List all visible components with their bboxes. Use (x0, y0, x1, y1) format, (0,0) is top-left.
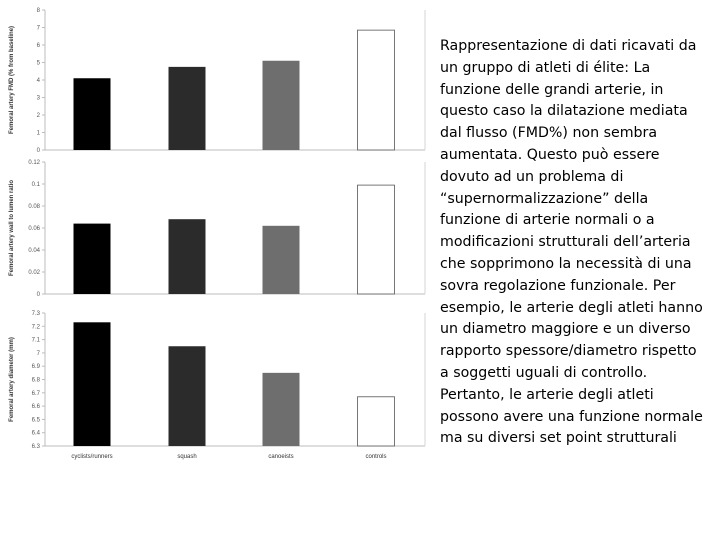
caption-line: possono avere una funzione normale (440, 408, 703, 425)
x-category-label: controls (365, 454, 387, 460)
caption-line: “supernormalizzazione” della (440, 190, 649, 207)
bar-squash (169, 67, 206, 150)
bar-cyclists-runners (74, 78, 111, 150)
caption-line: rapporto spessore/diametro rispetto (440, 343, 697, 360)
bar-cyclists-runners (74, 224, 111, 294)
y-tick-label: 7 (36, 350, 40, 357)
caption-text (440, 36, 715, 450)
y-tick-label: 7.3 (31, 311, 40, 317)
bar-controls (358, 30, 395, 150)
caption-line: esempio, le arterie degli atleti hanno (440, 299, 703, 316)
caption-line: che sopprimono la necessità di una (440, 255, 692, 272)
y-tick-label: 7 (36, 25, 40, 32)
y-tick-label: 0.08 (28, 204, 40, 210)
y-tick-label: 8 (36, 8, 40, 14)
y-axis-label: Femoral artery wall to lumen ratio (9, 179, 15, 277)
caption-line: un diametro maggiore e un diverso (440, 321, 691, 338)
y-tick-label: 2 (36, 113, 40, 119)
y-tick-label: 0.1 (31, 182, 40, 188)
caption-line: un gruppo di atleti di élite: La (440, 59, 651, 76)
caption-line: sovra regolazione funzionale. Per (440, 277, 676, 294)
caption-line: a soggetti uguali di controllo. (440, 364, 648, 381)
y-tick-label: 6.7 (31, 390, 40, 397)
y-tick-label: 0 (36, 148, 40, 154)
y-tick-label: 0.06 (28, 226, 40, 232)
bar-canoeists (263, 61, 300, 150)
y-tick-label: 7.1 (31, 337, 40, 344)
caption-line: Pertanto, le arterie degli atleti (440, 386, 654, 403)
y-tick-label: 0.02 (28, 270, 40, 276)
y-tick-label: 4 (36, 78, 40, 84)
bar-controls (358, 397, 395, 446)
caption-line: funzione di arterie normali o a (440, 212, 655, 229)
bar-squash (169, 219, 206, 294)
caption-line: Rappresentazione di dati ricavati da (440, 38, 697, 54)
y-axis-label: Femoral artery FMD (% from baseline) (9, 25, 15, 135)
y-tick-label: 0.04 (28, 248, 40, 254)
caption-line: dovuto ad un problema di (440, 168, 624, 185)
y-tick-label: 1 (36, 130, 40, 137)
y-tick-label: 6.6 (31, 404, 40, 411)
y-tick-label: 6 (36, 43, 40, 49)
y-tick-label: 6.8 (31, 377, 40, 384)
y-tick-label: 6.3 (31, 444, 40, 450)
x-category-label: squash (177, 454, 197, 460)
x-category-label: canoeists (268, 454, 294, 460)
bar-cyclists-runners (74, 322, 111, 446)
caption-line: modificazioni strutturali dell’arteria (440, 234, 691, 251)
x-category-label: cyclists/runners (71, 454, 113, 460)
bar-canoeists (263, 226, 300, 294)
y-axis-label: Femoral artery diameter (mm) (9, 337, 15, 422)
bar-controls (358, 185, 395, 294)
y-tick-label: 6.5 (31, 417, 40, 424)
caption-line: dal flusso (FMD%) non sembra (440, 125, 658, 142)
caption-line: questo caso la dilatazione mediata (440, 103, 688, 120)
caption-line: funzione delle grandi arterie, in (440, 81, 664, 98)
y-tick-label: 7.2 (31, 324, 40, 331)
y-tick-label: 0.12 (28, 160, 40, 166)
caption-line: aumentata. Questo può essere (440, 146, 660, 163)
bar-canoeists (263, 373, 300, 446)
y-tick-label: 0 (36, 292, 40, 298)
y-tick-label: 6.4 (31, 430, 40, 437)
y-tick-label: 5 (36, 60, 40, 67)
y-tick-label: 6.9 (31, 364, 40, 371)
y-tick-label: 3 (36, 95, 40, 102)
caption-line: ma su diversi set point strutturali (440, 430, 677, 447)
bar-squash (169, 346, 206, 446)
